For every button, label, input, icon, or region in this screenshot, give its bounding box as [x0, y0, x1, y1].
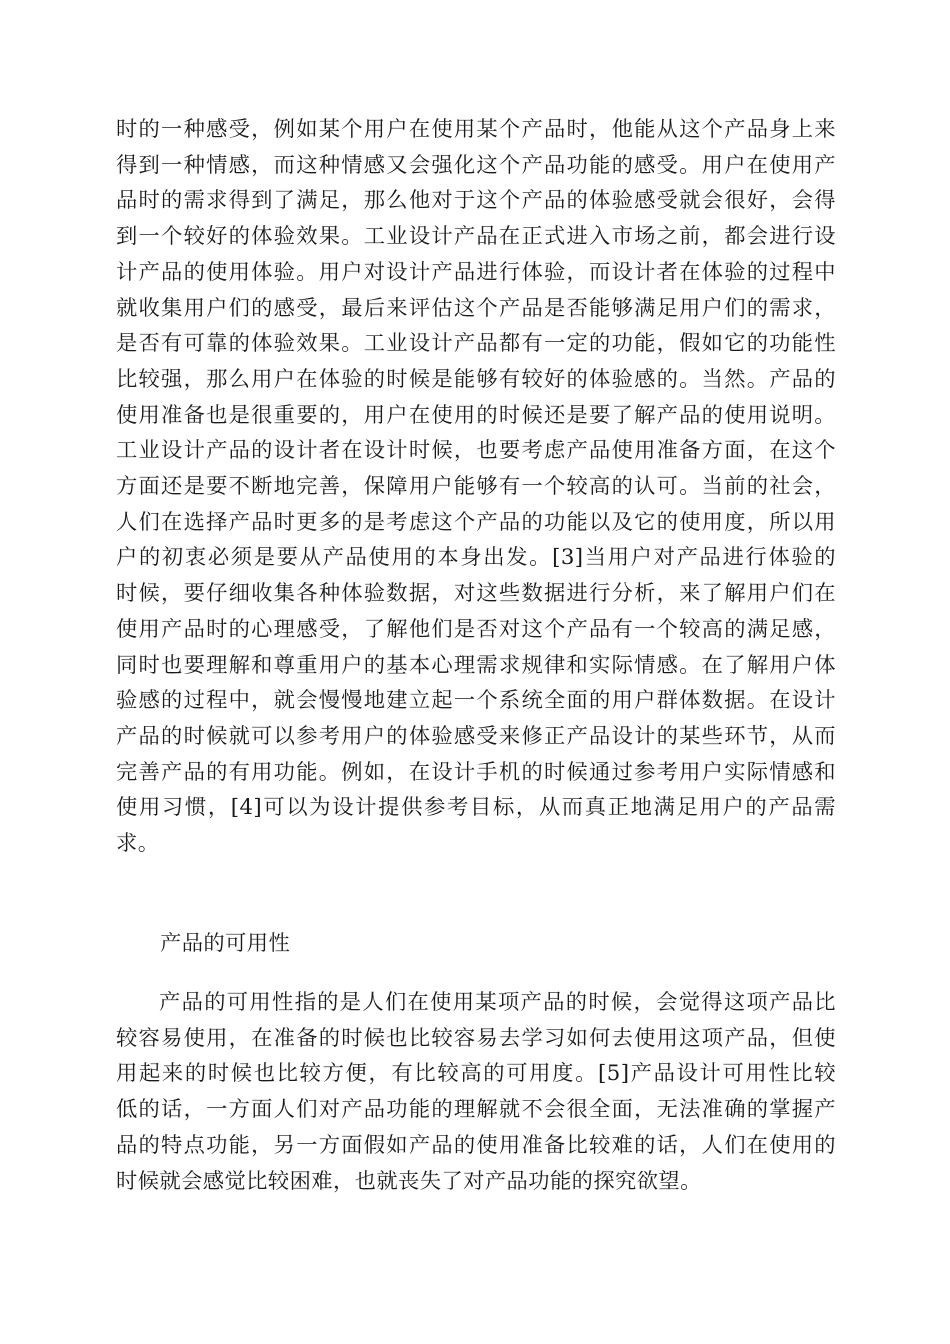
paragraph-line: 得到一种情感，而这种情感又会强化这个产品功能的感受。用户在使用产 — [116, 152, 836, 178]
paragraph-line: 求。 — [116, 831, 160, 857]
paragraph-line: 低的话，一方面人们对产品功能的理解就不会很全面，无法准确的掌握产 — [116, 1097, 836, 1123]
paragraph-line: 较容易使用，在准备的时候也比较容易去学习如何去使用这项产品，但使 — [116, 1025, 836, 1051]
paragraph-line: 用起来的时候也比较方便，有比较高的可用度。[5]产品设计可用性比较 — [116, 1061, 836, 1087]
paragraph-line: 到一个较好的体验效果。工业设计产品在正式进入市场之前，都会进行设 — [116, 224, 836, 250]
section-heading: 产品的可用性 — [160, 931, 291, 956]
paragraph-line: 使用习惯，[4]可以为设计提供参考目标，从而真正地满足用户的产品需 — [116, 795, 836, 821]
paragraph-line: 产品的时候就可以参考用户的体验感受来修正产品设计的某些环节，从而 — [116, 723, 836, 749]
paragraph-line: 户的初衷必须是要从产品使用的本身出发。[3]当用户对产品进行体验的 — [116, 545, 836, 571]
paragraph-line: 验感的过程中，就会慢慢地建立起一个系统全面的用户群体数据。在设计 — [116, 688, 836, 714]
paragraph-line: 同时也要理解和尊重用户的基本心理需求规律和实际情感。在了解用户体 — [116, 652, 836, 678]
paragraph-line: 计产品的使用体验。用户对设计产品进行体验，而设计者在体验的过程中 — [116, 259, 836, 285]
paragraph-line: 时候，要仔细收集各种体验数据，对这些数据进行分析，来了解用户们在 — [116, 581, 836, 607]
paragraph-line: 比较强，那么用户在体验的时候是能够有较好的体验感的。当然。产品的 — [116, 366, 836, 392]
paragraph-line: 方面还是要不断地完善，保障用户能够有一个较高的认可。当前的社会， — [116, 474, 836, 500]
paragraph-line: 就收集用户们的感受，最后来评估这个产品是否能够满足用户们的需求， — [116, 295, 836, 321]
body-paragraph-1 — [116, 112, 836, 862]
paragraph-line: 品的特点功能，另一方面假如产品的使用准备比较难的话，人们在使用的 — [116, 1132, 836, 1158]
body-paragraph-2 — [116, 985, 836, 1199]
paragraph-line: 时的一种感受，例如某个用户在使用某个产品时，他能从这个产品身上来 — [116, 117, 836, 142]
paragraph-line: 品时的需求得到了满足，那么他对于这个产品的体验感受就会很好，会得 — [116, 188, 836, 214]
paragraph-line: 是否有可靠的体验效果。工业设计产品都有一定的功能，假如它的功能性 — [116, 331, 836, 357]
paragraph-line: 产品的可用性指的是人们在使用某项产品的时候，会觉得这项产品比 — [159, 990, 836, 1015]
paragraph-line: 人们在选择产品时更多的是考虑这个产品的功能以及它的使用度，所以用 — [116, 509, 836, 535]
paragraph-line: 时候就会感觉比较困难，也就丧失了对产品功能的探究欲望。 — [116, 1168, 702, 1194]
paragraph-line: 使用准备也是很重要的，用户在使用的时候还是要了解产品的使用说明。 — [116, 402, 836, 428]
paragraph-line: 工业设计产品的设计者在设计时候，也要考虑产品使用准备方面，在这个 — [116, 438, 836, 464]
paragraph-line: 使用产品时的心理感受，了解他们是否对这个产品有一个较高的满足感， — [116, 616, 836, 642]
paragraph-line: 完善产品的有用功能。例如，在设计手机的时候通过参考用户实际情感和 — [116, 759, 836, 785]
